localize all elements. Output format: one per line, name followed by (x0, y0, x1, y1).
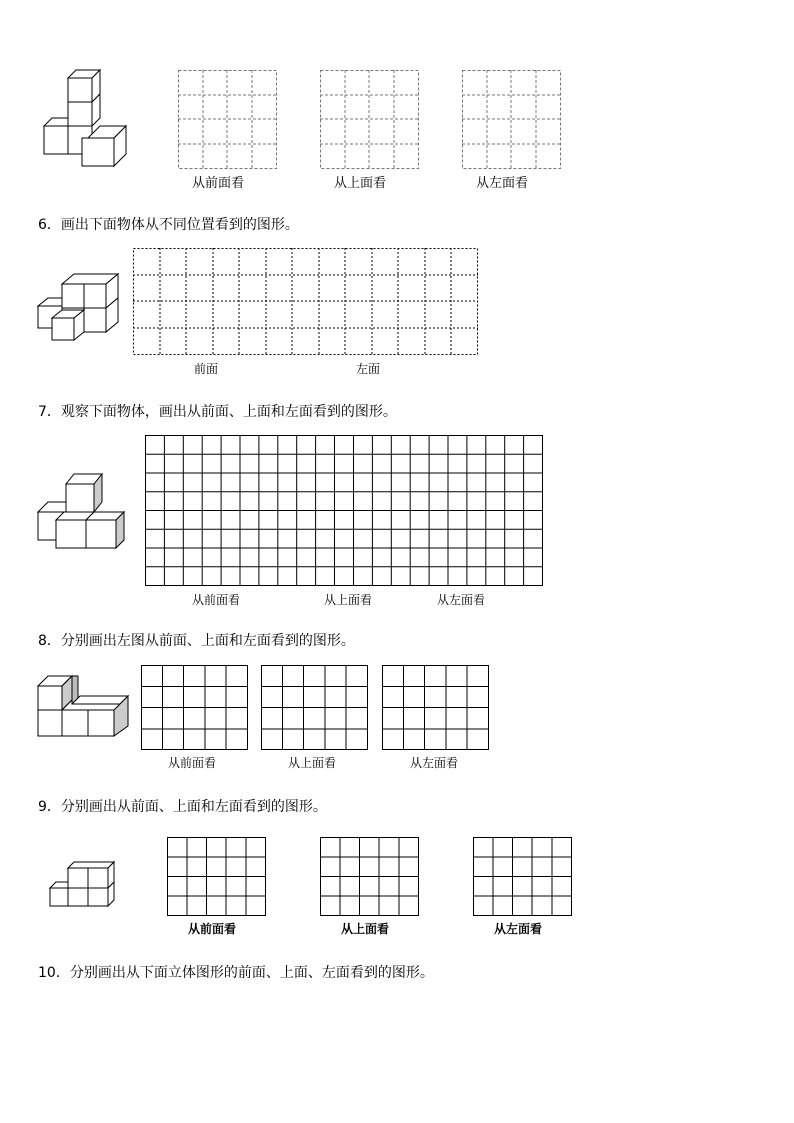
q8-grid-top (261, 665, 369, 751)
q6-label-front: 前面 (194, 362, 219, 376)
q9-label-front: 从前面看 (188, 922, 237, 936)
q9-label-left: 从左面看 (494, 922, 543, 936)
q9-cube-figure (48, 860, 120, 910)
q6-grid (133, 248, 479, 356)
q6-label-left: 左面 (356, 362, 381, 376)
q8-label-left: 从左面看 (410, 756, 459, 770)
q7-label-top: 从上面看 (324, 593, 373, 607)
q8-label-top: 从上面看 (288, 756, 337, 770)
q6-cube-figure (36, 270, 126, 340)
q5-grid-front (178, 70, 278, 170)
q7-cube-figure (36, 472, 136, 552)
q9-prompt: 9．分别画出从前面、上面和左面看到的图形。 (38, 799, 327, 815)
q8-cube-figure (36, 670, 136, 742)
q8-label-front: 从前面看 (168, 756, 217, 770)
q6-prompt: 6．画出下面物体从不同位置看到的图形。 (38, 217, 299, 233)
q7-label-left: 从左面看 (437, 593, 486, 607)
q9-grid-top (320, 837, 420, 917)
q5-grid-top (320, 70, 420, 170)
q5-cube-figure (40, 66, 140, 166)
q9-label-top: 从上面看 (341, 922, 390, 936)
q7-prompt: 7．观察下面物体，画出从前面、上面和左面看到的图形。 (38, 404, 397, 420)
q5-grid-left (462, 70, 562, 170)
q5-label-left: 从左面看 (476, 176, 529, 191)
q9-grid-front (167, 837, 267, 917)
q8-prompt: 8．分别画出左图从前面、上面和左面看到的图形。 (38, 633, 355, 649)
q7-label-front: 从前面看 (192, 593, 241, 607)
q9-grid-left (473, 837, 573, 917)
q8-grid-front (141, 665, 249, 751)
q10-prompt: 10．分别画出从下面立体图形的前面、上面、左面看到的图形。 (38, 965, 434, 981)
q5-label-top: 从上面看 (334, 176, 387, 191)
q5-label-front: 从前面看 (192, 176, 245, 191)
q7-grid (145, 435, 545, 587)
q8-grid-left (382, 665, 490, 751)
